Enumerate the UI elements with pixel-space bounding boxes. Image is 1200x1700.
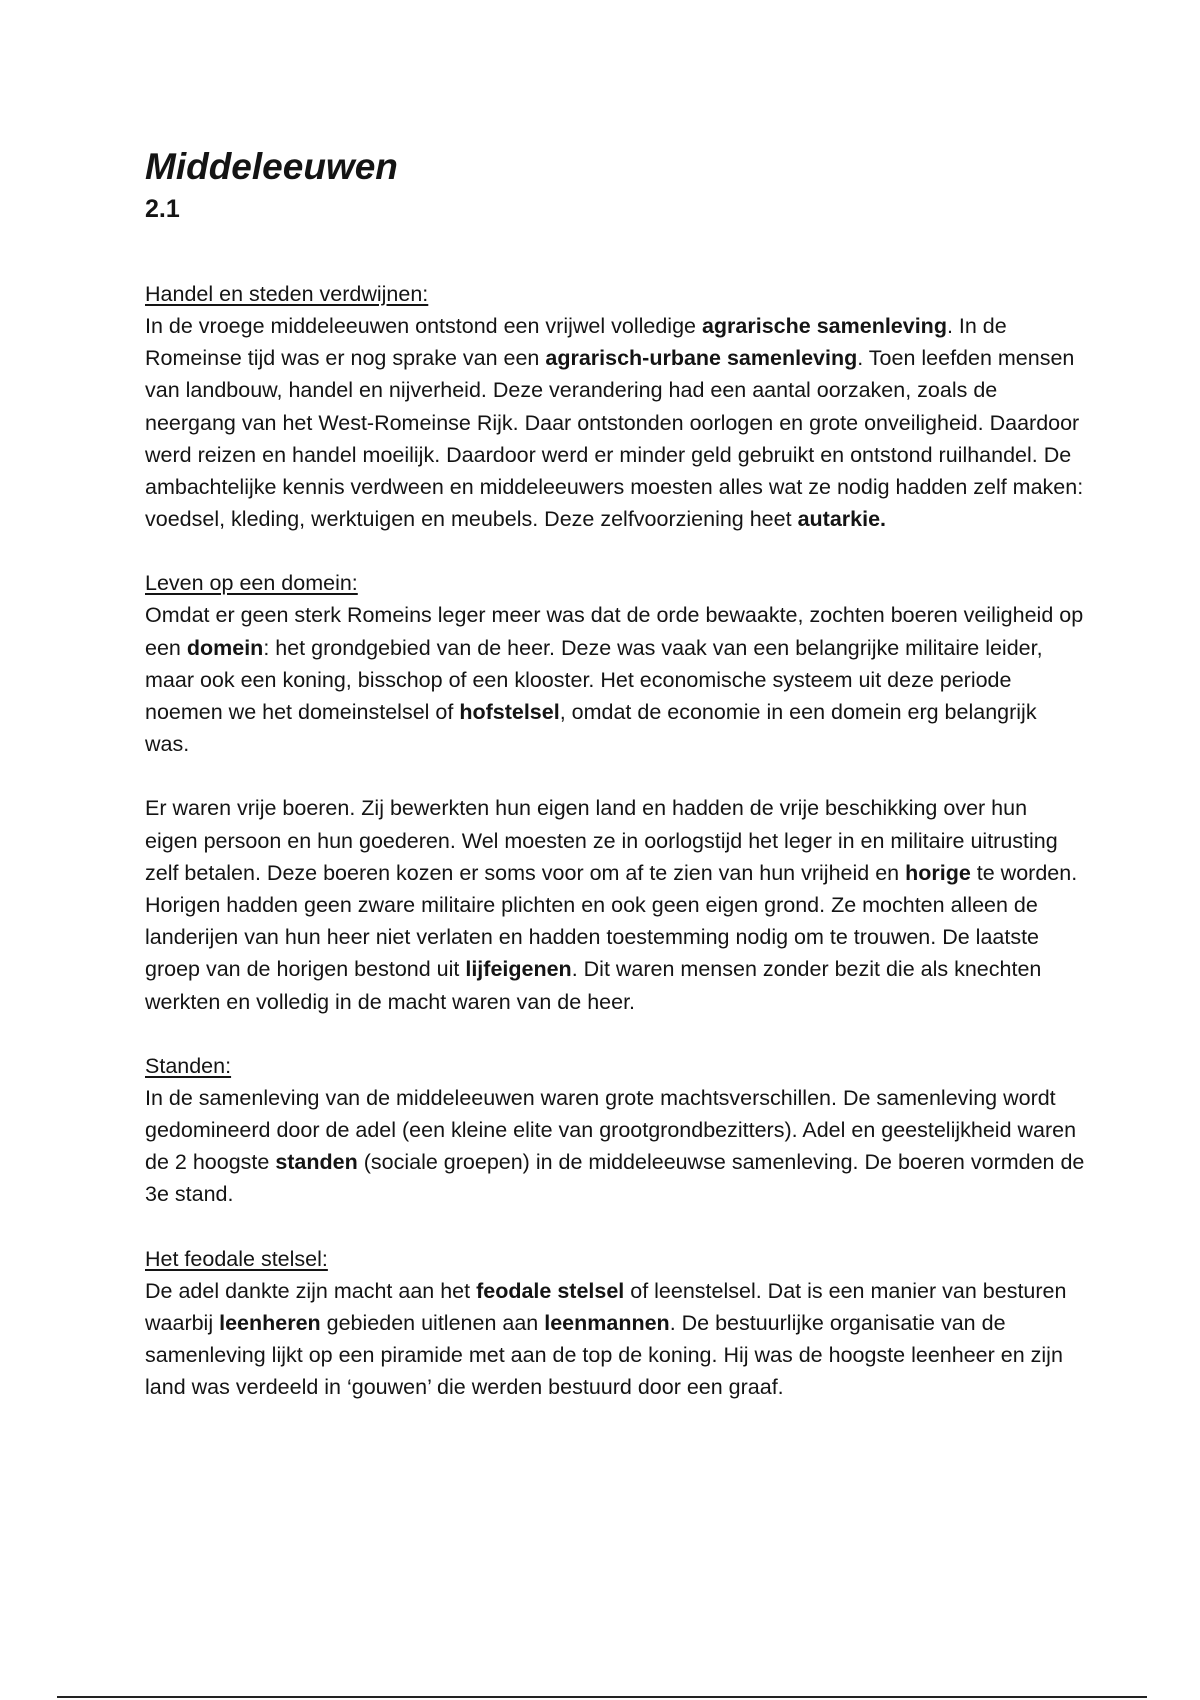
text-run: of leenstelsel. Dat is een manier van besturen waarbij bbox=[145, 1278, 1067, 1335]
text-run: De adel dankte zijn macht aan het bbox=[145, 1278, 477, 1303]
section bbox=[145, 1243, 1085, 1404]
document-page bbox=[145, 142, 1085, 1435]
key-term: leenheren bbox=[219, 1310, 321, 1335]
section-number: 2.1 bbox=[145, 195, 180, 223]
section-heading: Het feodale stelsel: bbox=[145, 1246, 328, 1271]
key-term: lijfeigenen bbox=[465, 957, 572, 982]
text-run: : het grondgebied van de heer. Deze was vaak van een belangrijke militaire leider, maar ook een koning, bisschop of een klooster. Het economische systeem uit deze periode noemen we het domeinstelsel of bbox=[145, 635, 1043, 725]
page-title: Middeleeuwen bbox=[145, 146, 398, 187]
text-run: . Toen leefden mensen van landbouw, handel en nijverheid. Deze verandering had een aantal oorzaken, zoals de neergang van het West-Romeinse Rijk. Daar ontstonden oorlogen en grote onveiligheid. Daardoor werd reizen en handel moeilijk. Daardoor werd er minder geld gebruikt en ontstond ruilhandel. De ambachtelijke kennis verdween en middeleeuwers moesten alles wat ze nodig hadden zelf maken: voedsel, kleding, werktuigen en meubels. Deze zelfvoorziening heet bbox=[145, 346, 1084, 532]
paragraph bbox=[145, 599, 1085, 760]
text-run: te worden. Horigen hadden geen zware militaire plichten en ook geen eigen grond. Ze mochten alleen de landerijen van hun heer niet verlaten en hadden toestemming nodig om te trouwen. De laatste groep van de horigen bestond uit bbox=[145, 860, 1078, 982]
key-term: leenmannen bbox=[544, 1310, 670, 1335]
section bbox=[145, 567, 1085, 1017]
text-run: gebieden uitlenen aan bbox=[320, 1310, 545, 1335]
key-term: autarkie. bbox=[797, 507, 886, 532]
text-run: . Dit waren mensen zonder bezit die als knechten werkten en volledig in de macht waren van de heer. bbox=[145, 957, 1042, 1014]
key-term: hofstelsel bbox=[459, 700, 560, 725]
section-heading: Handel en steden verdwijnen: bbox=[145, 282, 429, 306]
footer-divider bbox=[57, 1696, 1147, 1698]
text-run: In de vroege middeleeuwen ontstond een vrijwel volledige bbox=[145, 314, 702, 338]
text-run: , omdat de economie in een domein erg belangrijk was. bbox=[145, 700, 1037, 757]
text-run: . In de Romeinse tijd was er nog sprake van een bbox=[145, 314, 1007, 371]
key-term: agrarische samenleving bbox=[701, 314, 947, 338]
text-run: In de samenleving van de middeleeuwen waren grote machtsverschillen. De samenleving wordt gedomineerd door de adel (een kleine elite van grootgrondbezitters). Adel en geestelijkheid waren de 2 hoogste bbox=[145, 1085, 1077, 1175]
key-term: feodale stelsel bbox=[476, 1278, 625, 1303]
key-term: horige bbox=[905, 860, 971, 885]
section-heading: Leven op een domein: bbox=[145, 571, 358, 596]
paragraph bbox=[145, 1082, 1085, 1211]
section bbox=[145, 278, 1085, 535]
paragraph bbox=[145, 792, 1085, 1017]
text-run: . De bestuurlijke organisatie van de samenleving lijkt op een piramide met aan de top de koning. Hij was de hoogste leenheer en zijn land was verdeeld in ‘gouwen’ die werden bestuurd door een graaf. bbox=[145, 1310, 1063, 1400]
document-body bbox=[145, 278, 1085, 1403]
key-term: standen bbox=[275, 1150, 358, 1175]
text-run: (sociale groepen) in de middeleeuwse samenleving. De boeren vormden de 3e stand. bbox=[145, 1150, 1085, 1207]
section bbox=[145, 1050, 1085, 1211]
paragraph bbox=[145, 310, 1085, 535]
key-term: domein bbox=[186, 635, 264, 660]
section-heading: Standen: bbox=[145, 1053, 232, 1078]
paragraph bbox=[145, 1275, 1085, 1404]
text-run: Er waren vrije boeren. Zij bewerkten hun eigen land en hadden de vrije beschikking over hun eigen persoon en hun goederen. Wel moesten ze in oorlogstijd het leger in en militaire uitrusting zelf betalen. Deze boeren kozen er soms voor om af te zien van hun vrijheid en bbox=[145, 796, 1058, 885]
text-run: Omdat er geen sterk Romeins leger meer was dat de orde bewaakte, zochten boeren veiligheid op een bbox=[145, 603, 1084, 660]
key-term: agrarisch-urbane samenleving bbox=[545, 346, 858, 371]
